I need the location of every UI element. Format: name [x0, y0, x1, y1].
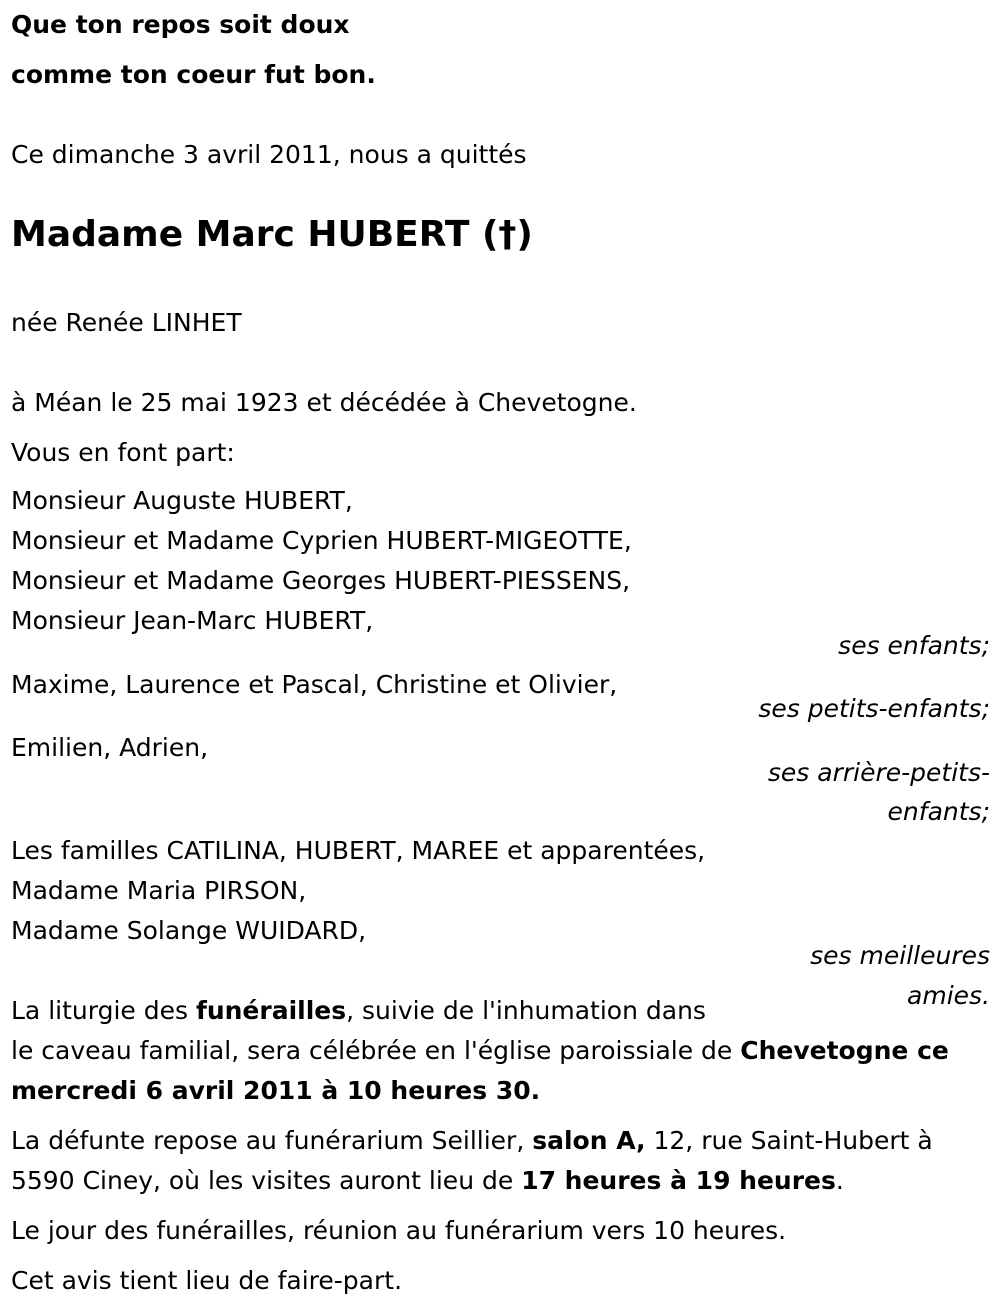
- liturgy-funerals: funérailles: [195, 996, 347, 1025]
- liturgy-line-1: [11, 996, 706, 1025]
- great-grandchildren-names: Emilien, Adrien,: [11, 733, 209, 762]
- families-name: Madame Maria PIRSON,: [11, 876, 307, 905]
- repose-salon: salon A,: [532, 1126, 646, 1155]
- deceased-name: Madame Marc HUBERT (†): [11, 214, 533, 255]
- liturgy-date: mercredi 6 avril 2011 à 10 heures 30.: [11, 1076, 541, 1105]
- closing-text: Cet avis tient lieu de faire-part.: [11, 1266, 403, 1295]
- quote-line-2: comme ton coeur fut bon.: [11, 60, 376, 89]
- quote-line-1: Que ton repos soit doux: [11, 10, 350, 39]
- repose-text: .: [835, 1166, 844, 1195]
- repose-line-1: [11, 1126, 933, 1155]
- children-name: Monsieur Jean-Marc HUBERT,: [11, 606, 374, 635]
- maiden-name: née Renée LINHET: [11, 308, 242, 337]
- children-name: Monsieur et Madame Georges HUBERT-PIESSENS,: [11, 566, 631, 595]
- intro-text: Vous en font part:: [11, 438, 235, 467]
- great-grandchildren-relation-2: enfants;: [887, 797, 990, 826]
- children-name: Monsieur et Madame Cyprien HUBERT-MIGEOTTE,: [11, 526, 632, 555]
- liturgy-place: Chevetogne ce: [740, 1036, 949, 1065]
- birth-death: à Méan le 25 mai 1923 et décédée à Chevetogne.: [11, 388, 637, 417]
- families-name: Madame Solange WUIDARD,: [11, 916, 367, 945]
- grandchildren-relation: ses petits-enfants;: [758, 694, 990, 723]
- repose-hours: 17 heures à 19 heures: [521, 1166, 836, 1195]
- meeting-text: Le jour des funérailles, réunion au funérarium vers 10 heures.: [11, 1216, 787, 1245]
- liturgy-text: le caveau familial, sera célébrée en l'église paroissiale de: [11, 1036, 741, 1065]
- grandchildren-names: Maxime, Laurence et Pascal, Christine et Olivier,: [11, 670, 618, 699]
- friends-relation-1: ses meilleures: [810, 941, 990, 970]
- families-name: Les familles CATILINA, HUBERT, MAREE et apparentées,: [11, 836, 706, 865]
- liturgy-text: La liturgie des: [11, 996, 196, 1025]
- repose-text: 12, rue Saint-Hubert à: [645, 1126, 933, 1155]
- liturgy-text: , suivie de l'inhumation dans: [346, 996, 706, 1025]
- repose-text: La défunte repose au funérarium Seillier,: [11, 1126, 533, 1155]
- repose-line-2: [11, 1166, 844, 1195]
- children-name: Monsieur Auguste HUBERT,: [11, 486, 353, 515]
- liturgy-line-2: [11, 1036, 949, 1065]
- friends-relation-2: amies.: [907, 981, 990, 1010]
- announcement: Ce dimanche 3 avril 2011, nous a quittés: [11, 140, 527, 169]
- great-grandchildren-relation-1: ses arrière-petits-: [767, 758, 990, 787]
- repose-text: 5590 Ciney, où les visites auront lieu de: [11, 1166, 522, 1195]
- children-relation: ses enfants;: [838, 631, 990, 660]
